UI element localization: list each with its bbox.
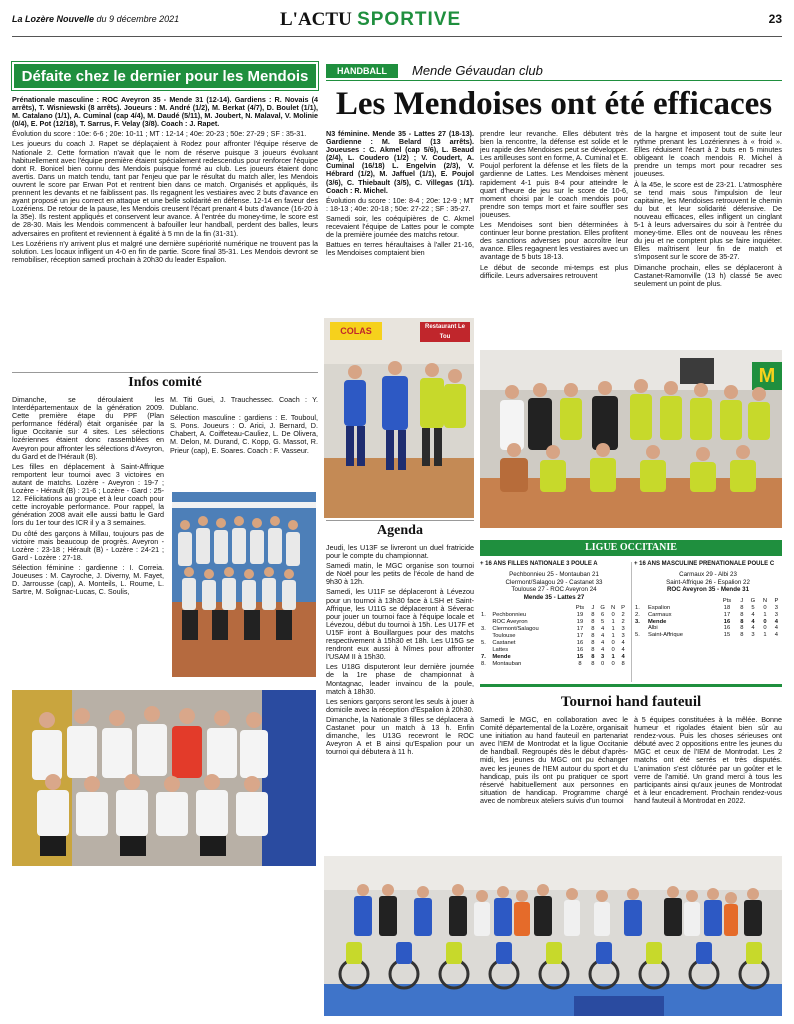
standings-won: 4 [751,625,755,632]
standings-team: Espalion [647,604,671,611]
standings-drawn: 1 [763,611,767,618]
standings-won: 4 [601,633,605,639]
standings-rank: 3. [481,626,486,633]
standings-rank: 5. [481,639,486,646]
standings-points: 19 [576,612,584,619]
standings-drawn: 0 [611,660,615,667]
infos-paragraph: Sélection masculine : gardiens : E. Touboul, S. Pons. Joueurs : O. Arici, J. Bernard, D. Chabert, A. Coiffeteau-Cauliez, L. De Olivera, M. Delon, M. Durand, C. Kopp, G. Massot, R. Prieur (cap), E. Soares. Coach : F. Vasseur. [170,413,318,455]
table-row [480,619,628,626]
standings-rank: 1. [481,612,486,619]
ligue-right-heading: + 16 ANS MASCULINE PRÉNATIONALE POULE C [634,561,775,567]
standings-drawn: 1 [611,633,615,639]
table-row [480,640,628,647]
standings-lost: 3 [774,604,779,611]
standings-header-row [480,605,628,612]
table-row [634,605,782,612]
main-col2 [480,130,628,340]
table-row [634,632,782,639]
standings-points: 8 [578,660,582,667]
standings-won: 4 [751,611,755,618]
left-article-title: Défaite chez le dernier pour les Mendois [21,68,309,85]
standings-rank [634,625,647,632]
standings-played: 8 [591,639,595,646]
standings-rank [480,647,491,654]
main-paragraph: N3 féminine. Mende 35 - Lattes 27 (18-13). Gardienne : M. Belard (13 arrêts). Joueuses : C. Akmel (cap 5/6), L. Beaud (2/4), L. Coudero (1/2) ; V. Coudert, A. Cuminal (16/18) L. Engelvin (2/3), V. Hébrard (1/2), M. Jaffuel (1/1), E. Poujol (3/6), C. Thiebault (3/5), C. Villegas (1/1). Coach : R. Michel. [326,130,474,195]
table-row [480,654,628,661]
photo-mende-team [480,350,782,528]
standings-drawn: 1 [611,619,615,626]
standings-played: 8 [591,612,595,619]
standings-team: Mende [647,618,667,625]
table-row [634,625,782,632]
page-header [12,6,782,40]
standings-points: 18 [723,604,731,611]
standings-lost: 4 [774,632,779,639]
photo-match-action [324,318,474,518]
column-header: G [600,605,605,612]
table-row [480,661,628,668]
infos-paragraph: Sélection féminine : gardienne : I. Correia. Joueuses : M. Cayroche, J. Diverny, M. Fayet, D. Jarrousse (cap), A. Monteils, L. Roume, L. Sartre, M. Solignac-Lucas, C. Soulis, [12,562,164,597]
tournoi-col1 [480,716,628,850]
standings-played: 8 [740,625,744,632]
standings-header-row [634,598,782,605]
table-row [480,612,628,619]
agenda-rule [326,520,474,521]
main-paragraph: Les Mendoises sont bien déterminées à continuer leur bonne prestation. Elles profitent des sanctions adverses pour accroître leur avance. Elles regagnent les vestiaires avec un avantage de 5 buts 18-13. [480,220,628,262]
standings-drawn: 0 [611,612,615,619]
ligue-title-bar [480,540,782,556]
table-row [480,633,628,640]
standings-lost: 2 [621,612,625,619]
standings-lost: 8 [621,660,625,667]
standings-points: 17 [723,611,731,618]
left-article-body [12,96,318,366]
agenda-paragraph: Jeudi, les U13F se livreront un duel fratricide pour le compte du championnat. [326,544,474,561]
standings-team: Pechbonnieu [492,612,527,619]
ligue-right-box [634,560,782,684]
result-line: Clermont/Salagou 29 - Castanet 33 [505,578,603,586]
table-row [634,612,782,619]
infos-comite-rule [12,372,318,373]
ligue-left-box [480,560,628,684]
infos-paragraph: Les filles en déplacement à Saint-Affrique remportent leur tournoi avec 3 victoires en autant de matchs. Lozère - Aveyron : 19-7 ; Lozère - Hérault (B) : 21-6 ; Lozère - Gard : 25-12. Félicitations au groupe et à leur coach pour cette incroyable performance. Pour rappel, la génération 2008 avait elle aussi battu le Gard lors du 1er tour des ICR il y a 3 semaines. [12,461,164,528]
standings-won: 5 [751,604,755,611]
column-header: P [621,605,626,612]
column-header: P [774,597,779,604]
standings-lost: 3 [774,611,779,618]
standings-points: 16 [723,625,731,632]
standings-table-right [634,598,782,639]
main-paragraph: Dimanche prochain, elles se déplaceront à Castanet-Ramonville (13 h) classé 5e avec seulement un point de plus. [634,262,782,288]
standings-team: Mende [492,653,511,660]
standings-lost: 4 [621,653,625,660]
standings-played: 8 [740,618,744,625]
agenda-paragraph: Samedi, les U11F se déplaceront à Lévezou pour un tournoi à 13h30 face à LSH et Saint-Affrique, les U11G se déplaceront à Séverac pour jouer un tournoi face à l'équipe locale et Lévezou, début du tournoi à 15h. Les U17F et U15F iront à Bouillargues pour des matchs respectivement à 15h30 et 18h. Les U15G se rendront eux aussi à Nîmes pour affronter l'USAM II à 15h30. [326,587,474,662]
standings-team: Clermont/Salagou [492,626,539,633]
main-paragraph: Battues en terres héraultaises à l'aller 21-16, les Mendoises comptaient bien [326,240,474,258]
main-col3 [634,130,782,340]
result-line: Mende 35 - Lattes 27 [523,593,585,601]
section-prefix: L'ACTU [280,9,352,30]
standings-drawn: 1 [611,626,615,633]
column-header: G [750,597,756,604]
standings-points: 16 [576,639,584,646]
tournoi-paragraph: à 5 équipes constituées à la mêlée. Bonne humeur et rigolades étaient bien sûr au rendez-vous. Puis les choses sérieuses ont débuté avec 2 oppositions entre les jeunes du MGC et ceux de l'IEM de Montrodat. Les 2 matchs ont été serrés et très disputés. L'animation s'est clôturée par un goûter et le verre de l'amitié. Un grand merci à tous les participants ainsi qu'aux jeunes de Montrodat et à leur encadrement. Prochain rendez-vous hand fauteuil à Montrodat en 2022. [634,716,782,805]
tournoi-title: Tournoi hand fauteuil [560,694,702,710]
main-paragraph: À la 45e, le score est de 23-21. L'atmosphère se tend mais sous l'impulsion de leur capitaine, les Mendoises retrouvent le chemin du but et leur solidarité défensive. De nouveau efficaces, elles infligent un cinglant 5-1 à leurs adversaires du soir à l'entrée du money-time. Elles ont de nouveau les rênes du jeu et ne comptent plus se faire inquiéter. Elles maîtrisent leur fin de match et s'imposent sur le score de 35-27. [634,179,782,262]
standings-won: 4 [751,618,755,625]
standings-team: Castanet [492,639,516,646]
standings-lost: 4 [774,618,779,625]
photo-boys-team [172,492,316,677]
section-name: SPORTIVE [357,9,462,30]
standings-won: 5 [601,619,605,626]
standings-won: 3 [601,653,605,660]
page-number: 23 [768,12,782,26]
standings-rank: 3. [635,618,640,625]
standings-team: Saint-Affrique [647,632,683,639]
standings-played: 8 [740,632,744,639]
standings-points: 15 [723,632,731,639]
column-header: N [611,605,616,612]
standings-won: 4 [601,626,605,633]
standings-rank: 2. [635,611,640,618]
agenda-body [326,544,474,850]
main-paragraph: prendre leur revanche. Elles débutent très bien la rencontre, la défense est solide et le jeu rapide des Mendoises peut se développer. Les artilleuses sont en forme, A. Cuminal et E. Poujol perforent la défense et les filets de la gardienne de Lattes. Les Mendoises mènent rapidement 4-1 puis 8-4 pour atteindre le quart d'heure de jeu sur le score de 10-6, moment choisi par le coach mendois pour prendre son temps mort et faire souffler ses joueuses. [480,130,628,219]
standings-drawn: 1 [763,632,767,639]
standings-points: 16 [723,618,731,625]
standings-played: 8 [591,626,595,633]
photo-girls-team [12,690,316,866]
photo-hand-fauteuil-group [324,856,782,1016]
publication-line [12,14,212,26]
standings-rank: 7. [481,653,486,660]
publication-name: La Lozère Nouvelle [12,14,95,24]
handball-tag-label: HANDBALL [337,66,387,76]
agenda-paragraph: Samedi matin, le MGC organise son tournoi de Noël pour les petits de l'école de hand de 9h30 à 12h. [326,561,474,587]
standings-drawn: 1 [611,653,615,660]
colas-sign: COLAS [340,326,372,336]
standings-lost: 3 [621,626,625,633]
standings-rank [480,619,491,626]
main-paragraph: Évolution du score : 10e: 8-4 ; 20e: 12-9 ; MT : 18-13 ; 40e: 20-18 ; 50e: 27-22 ; SF : 35-27. [326,195,474,213]
infos-paragraph: Du côté des garçons à Millau, toujours pas de victoire mais beaucoup de progrès. Aveyron - Lozère : 23-18 ; Hérault (B) - Lozère : 24-21 ; Gard - Lozère : 27-18. [12,528,164,562]
standings-lost: 4 [774,625,779,632]
table-row [480,647,628,654]
tournoi-paragraph: Samedi le MGC, en collaboration avec le Comité départemental de la Lozère, organisait une initiation au hand fauteuil en partenariat avec l'IEM de Montrodat et la ligue Occitanie de handball. Regroupés dès le début d'après-midi, les jeunes du MGC ont pu échanger avec les jeunes de l'IEM autour du sport et du handicap, puis ils ont pu pratiquer ce sport réservé habituellement aux personnes en situation de handicap. Programme chargé avec de nombreux ateliers suivis d'un tournoi [480,716,628,805]
tournoi-col2 [634,716,782,850]
ligue-right-results [634,571,782,594]
ligue-title: LIGUE OCCITANIE [585,542,677,553]
standings-lost: 2 [621,619,625,626]
standings-played: 8 [740,611,744,618]
main-top-rule [326,80,782,81]
standings-rank [480,633,491,640]
table-row [480,626,628,633]
main-subtitle: Mende Gévaudan club [412,63,543,78]
result-line: Pechbonnieu 25 - Montauban 21 [509,571,599,578]
standings-drawn: 0 [763,604,767,611]
main-paragraph: Le début de seconde mi-temps est plus difficile. Leurs adversaires retrouvent [480,262,628,280]
ligue-left-heading: + 16 ANS FILLES NATIONALE 3 POULE A [480,561,598,567]
infos-comite-col1 [12,396,164,688]
mcdonalds-sign: M [758,365,776,387]
agenda-paragraph: Dimanche, la Nationale 3 filles se déplacera à Castanet pour un match à 13 h. Enfin dimanche, les U13G recevront le ROC Aveyron A et B ainsi qu'Espalion pour un tournoi qui débutera à 11 h. [326,714,474,757]
header-rule [12,36,782,37]
standings-won: 6 [601,612,605,619]
left-article-paragraph: Évolution du score : 10e: 6-6 ; 20e: 10-11 ; MT : 12-14 ; 40e: 20-23 ; 50e: 27-29 ; SF : 35-31. [12,129,307,139]
standings-team: Montauban [492,660,522,667]
agenda-paragraph: Les seniors garçons seront les seuls à jouer à domicile avec la réception d'Espalion à 20h30. [326,696,474,714]
main-paragraph: de la hargne et imposent tout de suite leur rythme prenant les Lozériennes à « froid ». Elles réduisent l'écart à 2 buts en 5 minutes obligeant le coach mendois R. Michel à prendre un temps mort pour recadrer ses joueuses. [634,130,782,179]
column-header: J [591,605,595,612]
main-paragraph: Samedi soir, les coéquipières de C. Akmel recevaient l'équipe de Lattes pour le compte de la première journée des matchs retour. [326,213,474,240]
standings-won: 4 [601,646,605,653]
standings-played: 8 [740,604,744,611]
left-article-paragraph: Les joueurs du coach J. Rapet se déplaçaient à Rodez pour affronter l'équipe réserve de Nationale 2. Cette formation n'avait que le nom de réserve puisque 3 joueurs évoluant habituellement avec l'équipe première étaient spécialement redescendus pour renforcer l'équipe dont R. Bonicel bien connu des Mendois puisque formé au club. Les joueurs étaient donc avertis. Dans un match tendu, tant par l'enjeu que par le résultat du match aller, les Mendois ouvrent le score par Erwan Pot et rentrent bien dans ce match. Organisés et appliqués, ils prennent les devants et ne faiblissent pas. Ils regagnent les vestiaires avec 2 buts d'avance en ayant proposé un jeu correct en attaque et une belle solidarité en défense. 12-14 en faveur des Lozériens. De retour de la pause, les Mendois creusent l'écart prenant 4 buts d'avance (16-20 à la 35e). Ils restent appliqués et conservent leur avance. À l'entrée du money-time, le score est de 28-30. Mais les Mendois commencent à bafouiller leur handball, perdent des balles, leurs adversaires en profitent et reviennent à égalité à 5 mn de la fin (31-31). [12,139,318,238]
standings-played: 8 [591,633,595,639]
agenda-title: Agenda [377,523,423,538]
main-col1 [326,130,474,316]
column-header: Pts [575,605,585,612]
standings-points: 17 [576,626,584,633]
standings-points: 15 [576,653,584,660]
agenda-paragraph: Les U18G disputeront leur dernière journée de la 1re phase de championnat à Montagnac, leader invaincu de la poule, match à 18h30. [326,662,474,696]
standings-lost: 3 [621,633,625,639]
infos-comite-title: Infos comité [128,375,202,390]
handball-tag [326,64,398,78]
restaurant-sign: Restaurant Le Tou [424,324,465,340]
issue-date: du 9 décembre 2021 [96,14,180,24]
standings-played: 8 [591,653,595,660]
standings-team: ROC Aveyron [492,619,528,626]
standings-drawn: 0 [763,625,767,632]
standings-points: 17 [576,633,584,639]
ligue-left-results [480,571,628,601]
left-article [12,62,318,368]
ligue-bottom-bar [480,684,782,687]
ligue-divider [631,562,632,682]
standings-played: 8 [591,646,595,653]
standings-played: 8 [591,660,595,667]
result-line: Carmaux 29 - Albi 23 [679,571,737,578]
left-article-paragraph: Prénationale masculine : ROC Aveyron 35 - Mende 31 (12-14). Gardiens : R. Novais (4 arrêts), T. Wisniewski (8 arrêts). Joueurs : M. André (1/2), M. Berkat (4/7), D. Boulet (1/1), M. Catalano (1/1), A. Cuminal (cap 4/4), M. Daudé (5/11), M. Joubert, N. Malaval, V. Molinie (0/4), E. Pot (12/18), T. Sarrus, F. Velay (3/8). Coach : J. Rapet. [12,96,318,129]
result-line: Toulouse 27 - ROC Aveyron 24 [511,586,597,594]
column-header: Pts [722,597,732,604]
standings-team: Toulouse [492,633,516,639]
standings-drawn: 0 [611,646,615,653]
standings-rank: 5. [635,632,640,639]
column-header: N [762,597,768,604]
standings-team: Albi [647,625,658,632]
standings-won: 4 [601,639,605,646]
table-row [634,619,782,626]
standings-lost: 4 [621,646,625,653]
main-title: Les Mendoises ont été efficaces [335,86,773,122]
standings-rank: 8. [481,660,486,667]
standings-won: 0 [601,660,605,667]
section-banner [280,8,520,32]
infos-comite-col2 [170,396,318,490]
column-header: J [740,597,744,604]
standings-played: 8 [591,619,595,626]
left-article-title-bar [12,62,318,90]
standings-team: Lattes [492,646,509,653]
standings-points: 16 [576,646,584,653]
standings-rank: 1. [635,604,640,611]
infos-paragraph: M. Titi Guei, J. Trauchessec. Coach : Y. Dublanc. [170,396,318,413]
result-line: Saint-Affrique 26 - Espalion 22 [666,578,750,586]
standings-team: Carmaux [647,611,672,618]
standings-lost: 4 [621,639,625,646]
standings-points: 19 [576,619,584,626]
standings-drawn: 0 [611,639,615,646]
standings-drawn: 0 [763,618,767,625]
standings-won: 3 [751,632,755,639]
infos-paragraph: Dimanche, se déroulaient les Interdépartementaux de la génération 2009. Cette première étape du PPF (Plan performance fédéral) était organisée par la ligue Occitanie sur 4 sites. Les sélections lozériennes étaient donc rassemblées en Aveyron pour affronter les sélections d'Aveyron, du Gard et de l'Hérault (B). [12,396,164,461]
left-article-paragraph: Les Lozériens n'y arrivent plus et malgré une dernière supériorité numérique ne trouvent pas la solution. Les locaux infligent un 4-0 en fin de partie. Score final 35-31. Les Mendois devront se remobiliser, réception samedi prochain à 20h30 du leader Espalion. [12,238,318,264]
result-line: ROC Aveyron 35 - Mende 31 [666,586,750,594]
standings-table-left [480,605,628,667]
